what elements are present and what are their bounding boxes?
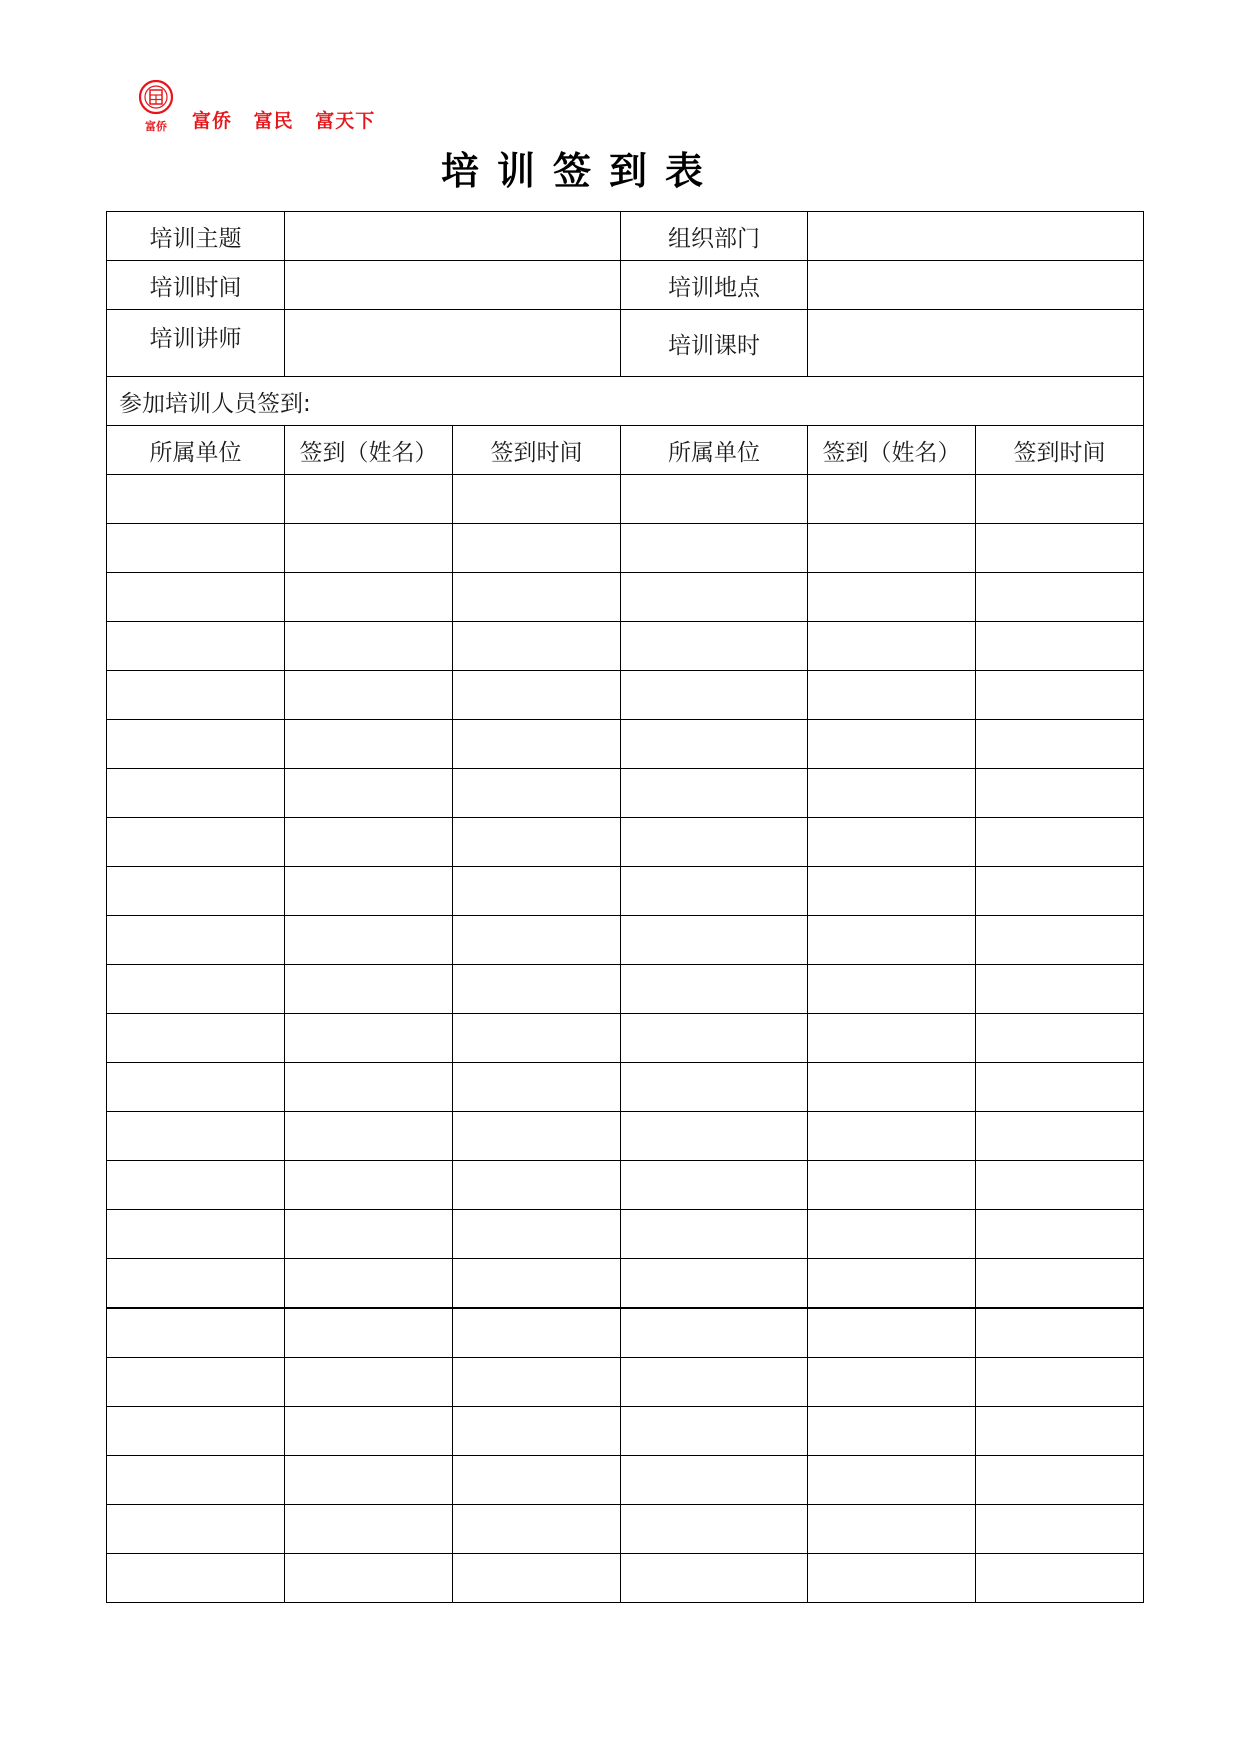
signin-cell[interactable] [808, 867, 976, 916]
signin-cell[interactable] [453, 916, 621, 965]
signin-cell[interactable] [107, 1308, 285, 1358]
signin-cell[interactable] [285, 769, 453, 818]
signin-cell[interactable] [453, 1063, 621, 1112]
signin-cell[interactable] [453, 1112, 621, 1161]
signin-cell[interactable] [808, 1407, 976, 1456]
signin-cell[interactable] [107, 916, 285, 965]
signin-cell[interactable] [107, 1210, 285, 1259]
table-row [107, 1161, 1144, 1210]
signin-cell[interactable] [976, 965, 1144, 1014]
slogan-part-1: 富侨 [192, 110, 233, 132]
table-row [107, 965, 1144, 1014]
signin-cell[interactable] [808, 524, 976, 573]
signin-cell[interactable] [808, 573, 976, 622]
signin-cell[interactable] [621, 769, 808, 818]
signin-cell[interactable] [453, 1407, 621, 1456]
signin-cell[interactable] [107, 1407, 285, 1456]
table-row [107, 1407, 1144, 1456]
signin-cell[interactable] [453, 1456, 621, 1505]
signin-cell[interactable] [285, 818, 453, 867]
signin-cell[interactable] [976, 1161, 1144, 1210]
signin-cell[interactable] [107, 1259, 285, 1309]
table-row [107, 1014, 1144, 1063]
signin-cell[interactable] [285, 1358, 453, 1407]
signin-cell[interactable] [976, 720, 1144, 769]
signin-cell[interactable] [976, 1456, 1144, 1505]
signin-cell[interactable] [808, 916, 976, 965]
info-value-field[interactable] [285, 261, 621, 310]
signin-cell[interactable] [621, 622, 808, 671]
info-value-field[interactable] [808, 212, 1144, 261]
signin-cell[interactable] [107, 720, 285, 769]
table-row [107, 916, 1144, 965]
signin-cell[interactable] [107, 671, 285, 720]
table-row [107, 475, 1144, 524]
signin-cell[interactable] [808, 1161, 976, 1210]
signin-cell[interactable] [107, 1112, 285, 1161]
signin-cell[interactable] [285, 671, 453, 720]
table-row [107, 671, 1144, 720]
signin-cell[interactable] [621, 524, 808, 573]
signin-cell[interactable] [285, 916, 453, 965]
signin-cell[interactable] [976, 1407, 1144, 1456]
table-row [107, 769, 1144, 818]
signin-cell[interactable] [621, 1358, 808, 1407]
signin-cell[interactable] [808, 818, 976, 867]
logo-text: 富侨 [145, 120, 167, 133]
signin-cell[interactable] [808, 1014, 976, 1063]
signin-cell[interactable] [453, 573, 621, 622]
signin-cell[interactable] [621, 1407, 808, 1456]
signin-cell[interactable] [285, 1554, 453, 1603]
signin-cell[interactable] [285, 475, 453, 524]
signin-cell[interactable] [808, 475, 976, 524]
signin-cell[interactable] [621, 818, 808, 867]
info-label: 培训时间 [107, 261, 285, 310]
signin-cell[interactable] [808, 1259, 976, 1309]
table-row [107, 1505, 1144, 1554]
signin-cell[interactable] [285, 573, 453, 622]
slogan-part-3: 富天下 [315, 110, 376, 132]
column-header: 所属单位 [107, 426, 285, 475]
signin-cell[interactable] [453, 671, 621, 720]
signin-cell[interactable] [621, 1554, 808, 1603]
signin-cell[interactable] [453, 965, 621, 1014]
signin-cell[interactable] [285, 1259, 453, 1309]
signin-cell[interactable] [107, 818, 285, 867]
signin-cell[interactable] [976, 1554, 1144, 1603]
signin-cell[interactable] [621, 916, 808, 965]
table-row [107, 720, 1144, 769]
info-value-field[interactable] [285, 310, 621, 377]
signin-cell[interactable] [107, 1063, 285, 1112]
signin-cell[interactable] [808, 965, 976, 1014]
signin-cell[interactable] [808, 1358, 976, 1407]
info-label: 组织部门 [621, 212, 808, 261]
signin-cell[interactable] [453, 1308, 621, 1358]
signin-cell[interactable] [808, 1456, 976, 1505]
info-label: 培训地点 [621, 261, 808, 310]
info-label: 培训主题 [107, 212, 285, 261]
signin-cell[interactable] [107, 524, 285, 573]
signin-cell[interactable] [107, 622, 285, 671]
column-header: 签到时间 [976, 426, 1144, 475]
signin-cell[interactable] [453, 1554, 621, 1603]
table-row [107, 524, 1144, 573]
signin-cell[interactable] [621, 573, 808, 622]
signin-cell[interactable] [621, 1308, 808, 1358]
signin-cell[interactable] [808, 1554, 976, 1603]
signin-cell[interactable] [285, 1063, 453, 1112]
signin-cell[interactable] [976, 1358, 1144, 1407]
signin-cell[interactable] [107, 1554, 285, 1603]
signin-cell[interactable] [453, 524, 621, 573]
page-title: 培训签到表 [440, 149, 721, 193]
signin-cell[interactable] [976, 524, 1144, 573]
table-row [107, 1308, 1144, 1358]
signin-cell[interactable] [976, 916, 1144, 965]
table-row [107, 1554, 1144, 1603]
signin-cell[interactable] [976, 1505, 1144, 1554]
column-header-row [107, 426, 1144, 475]
signin-cell[interactable] [808, 1112, 976, 1161]
signin-cell[interactable] [453, 769, 621, 818]
signin-cell[interactable] [453, 475, 621, 524]
attendee-caption-row [107, 377, 1144, 426]
signin-cell[interactable] [107, 475, 285, 524]
signin-cell[interactable] [621, 1063, 808, 1112]
signin-cell[interactable] [285, 1456, 453, 1505]
signin-cell[interactable] [453, 1014, 621, 1063]
sign-in-table [106, 211, 1144, 1603]
signin-cell[interactable] [453, 1161, 621, 1210]
signin-cell[interactable] [976, 1259, 1144, 1309]
signin-cell[interactable] [621, 1210, 808, 1259]
signin-cell[interactable] [453, 818, 621, 867]
slogan [192, 106, 389, 133]
table-row [107, 622, 1144, 671]
signin-cell[interactable] [976, 475, 1144, 524]
table-row [107, 1259, 1144, 1309]
attendee-caption: 参加培训人员签到: [107, 377, 1144, 426]
info-value-field[interactable] [285, 212, 621, 261]
table-row [107, 818, 1144, 867]
signin-cell[interactable] [285, 1014, 453, 1063]
info-label: 培训讲师 [107, 310, 285, 377]
signin-cell[interactable] [808, 622, 976, 671]
signin-cell[interactable] [621, 1456, 808, 1505]
column-header: 所属单位 [621, 426, 808, 475]
signin-cell[interactable] [621, 671, 808, 720]
signin-cell[interactable] [285, 867, 453, 916]
table-row [107, 1063, 1144, 1112]
signin-cell[interactable] [621, 1112, 808, 1161]
signin-cell[interactable] [453, 720, 621, 769]
signin-cell[interactable] [976, 1308, 1144, 1358]
signin-cell[interactable] [976, 1210, 1144, 1259]
signin-cell[interactable] [453, 1358, 621, 1407]
signin-cell[interactable] [976, 671, 1144, 720]
signin-cell[interactable] [107, 1161, 285, 1210]
slogan-part-2: 富民 [253, 110, 294, 132]
signin-cell[interactable] [107, 1014, 285, 1063]
table-row [107, 1210, 1144, 1259]
table-row [107, 573, 1144, 622]
signin-cell[interactable] [808, 671, 976, 720]
signin-cell[interactable] [453, 1210, 621, 1259]
info-row [107, 310, 1144, 377]
signin-cell[interactable] [453, 1505, 621, 1554]
signin-cell[interactable] [976, 622, 1144, 671]
signin-cell[interactable] [285, 1407, 453, 1456]
info-value-field[interactable] [808, 261, 1144, 310]
signin-cell[interactable] [976, 1063, 1144, 1112]
signin-cell[interactable] [621, 1161, 808, 1210]
company-logo-icon [136, 80, 176, 136]
signin-cell[interactable] [285, 965, 453, 1014]
signin-cell[interactable] [285, 1505, 453, 1554]
signin-cell[interactable] [621, 867, 808, 916]
column-header: 签到（姓名） [285, 426, 453, 475]
signin-cell[interactable] [285, 524, 453, 573]
column-header: 签到（姓名） [808, 426, 976, 475]
signin-cell[interactable] [285, 622, 453, 671]
signin-cell[interactable] [285, 1210, 453, 1259]
signin-cell[interactable] [453, 1259, 621, 1309]
info-row [107, 212, 1144, 261]
signin-cell[interactable] [976, 1014, 1144, 1063]
signin-cell[interactable] [107, 965, 285, 1014]
signin-cell[interactable] [808, 1210, 976, 1259]
signin-cell[interactable] [976, 769, 1144, 818]
signin-cell[interactable] [107, 769, 285, 818]
signin-cell[interactable] [285, 1161, 453, 1210]
signin-cell[interactable] [107, 867, 285, 916]
signin-cell[interactable] [621, 1259, 808, 1309]
info-row [107, 261, 1144, 310]
signin-cell[interactable] [453, 622, 621, 671]
signin-cell[interactable] [808, 720, 976, 769]
table-row [107, 1358, 1144, 1407]
table-row [107, 1112, 1144, 1161]
signin-cell[interactable] [808, 1063, 976, 1112]
signin-cell[interactable] [621, 1505, 808, 1554]
signin-cell[interactable] [285, 720, 453, 769]
signin-cell[interactable] [621, 475, 808, 524]
table-row [107, 1456, 1144, 1505]
signin-cell[interactable] [621, 965, 808, 1014]
info-value-field[interactable] [808, 310, 1144, 377]
signin-cell[interactable] [808, 769, 976, 818]
column-header: 签到时间 [453, 426, 621, 475]
signin-cell[interactable] [976, 1112, 1144, 1161]
signin-cell[interactable] [453, 867, 621, 916]
signin-cell[interactable] [976, 867, 1144, 916]
signin-cell[interactable] [107, 1505, 285, 1554]
signin-cell[interactable] [107, 1456, 285, 1505]
signin-cell[interactable] [107, 1358, 285, 1407]
table-row [107, 867, 1144, 916]
signin-cell[interactable] [285, 1112, 453, 1161]
signin-cell[interactable] [621, 720, 808, 769]
signin-cell[interactable] [808, 1308, 976, 1358]
signin-cell[interactable] [808, 1505, 976, 1554]
info-label: 培训课时 [621, 310, 808, 377]
signin-cell[interactable] [107, 573, 285, 622]
signin-cell[interactable] [976, 818, 1144, 867]
signin-cell[interactable] [621, 1014, 808, 1063]
signin-cell[interactable] [976, 573, 1144, 622]
signin-cell[interactable] [285, 1308, 453, 1358]
